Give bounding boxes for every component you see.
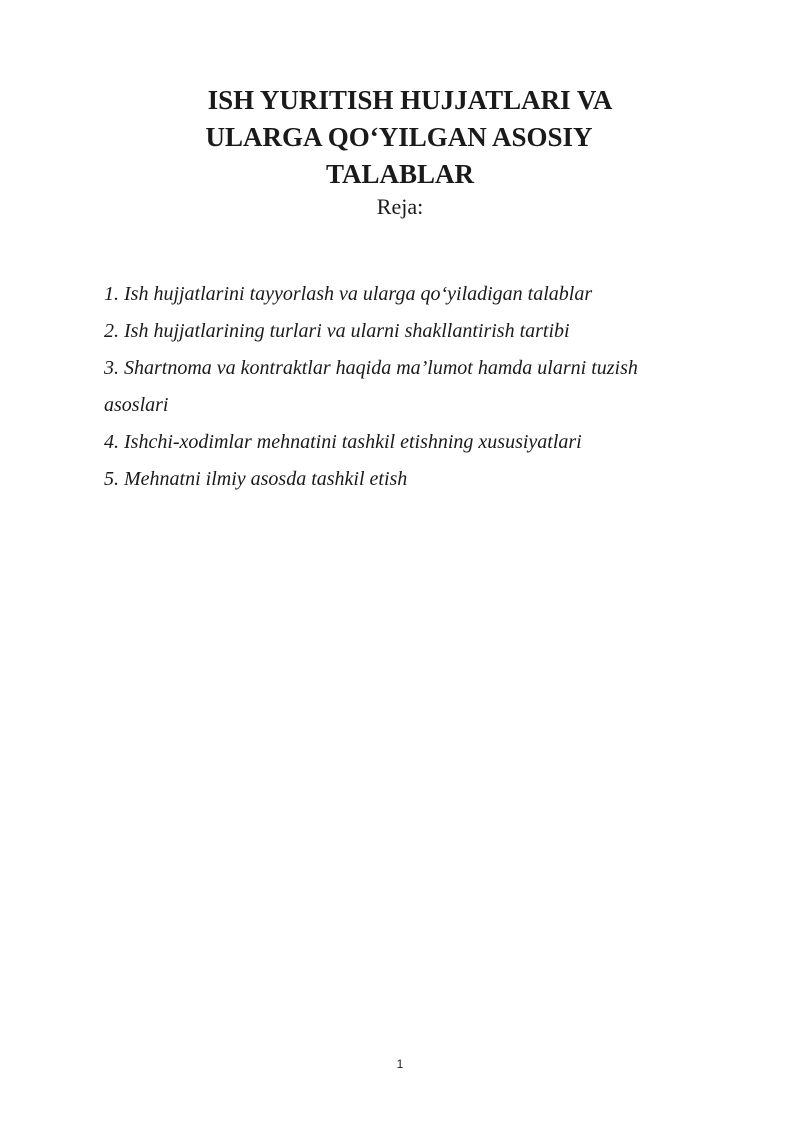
document-title bbox=[0, 82, 800, 193]
title-line: ULARGA QO‘YILGAN ASOSIY bbox=[205, 122, 593, 152]
plan-item: 1. Ish hujjatlarini tayyorlash va ularga qo‘yiladigan talablar bbox=[104, 283, 593, 305]
plan-list bbox=[104, 276, 664, 498]
title-line: ISH YURITISH HUJJATLARI VA bbox=[207, 85, 613, 115]
plan-item: 5. Mehnatni ilmiy asosda tashkil etish bbox=[104, 468, 408, 490]
title-line: TALABLAR bbox=[325, 159, 475, 189]
page-number: 1 bbox=[396, 1057, 404, 1071]
plan-item: 4. Ishchi-xodimlar mehnatini tashkil etishning xususiyatlari bbox=[104, 431, 582, 453]
plan-item: 3. Shartnoma va kontraktlar haqida ma’lumot hamda ularni tuzish asoslari bbox=[104, 357, 638, 416]
plan-heading: Reja: bbox=[376, 194, 424, 219]
plan-item: 2. Ish hujjatlarining turlari va ularni shakllantirish tartibi bbox=[104, 320, 570, 342]
